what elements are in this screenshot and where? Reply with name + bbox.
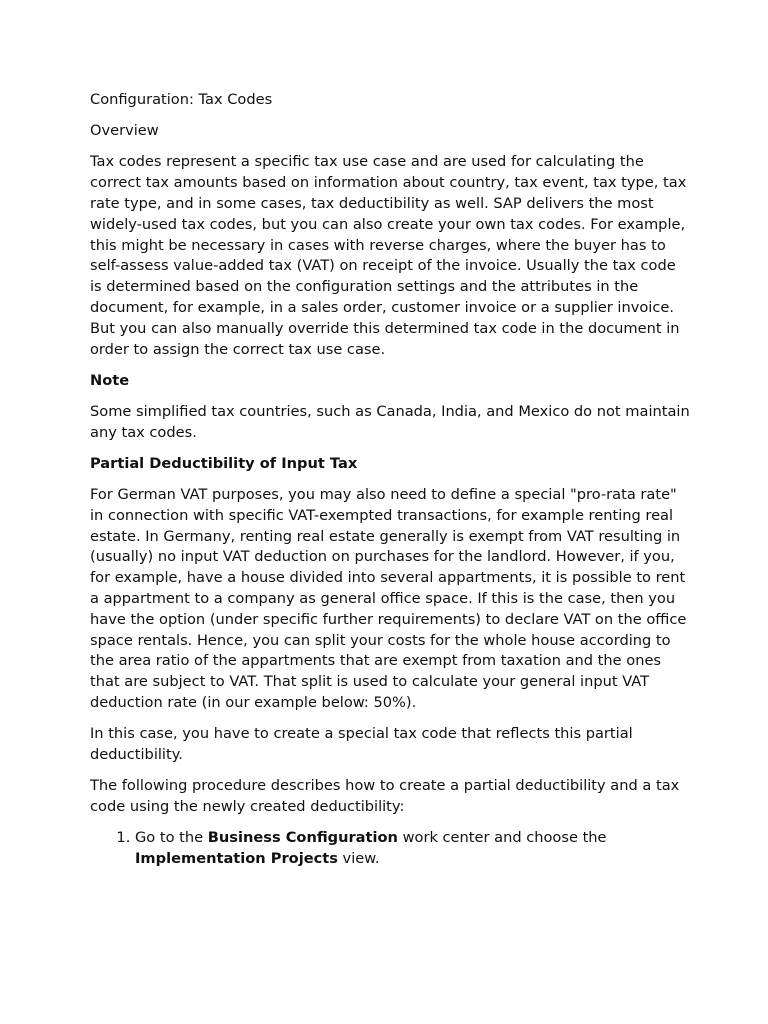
procedure-steps-list (90, 828, 690, 870)
step-text-post: view. (337, 850, 380, 868)
note-paragraph: Some simplified tax countries, such as Canada, India, and Mexico do not maintain any tax codes. (90, 402, 690, 441)
case-paragraph: In this case, you have to create a special tax code that reflects this partial deductibility. (90, 725, 633, 764)
step-text-mid: work center and choose the (397, 829, 607, 847)
step-bold-business-configuration: Business Configuration (207, 829, 398, 847)
document-title: Configuration: Tax Codes (90, 91, 273, 108)
partial-deductibility-paragraph: For German VAT purposes, you may also need to define a special "pro-rata rate" in connection with specific VAT-exempted transactions, for example renting real estate. In Germany, renting real estate generally is exempt from VAT resulting in (usually) no input VAT deduction on purchases for the landlord. However, if you, for example, have a house divided into several appartments, it is possible to rent a appartment to a company as general office space. If this is the case, then you have the option (under specific further requirements) to declare VAT on the office space rentals. Hence, you can split your costs for the whole house according to the area ratio of the appartments that are exempt from taxation and the ones that are subject to VAT. That split is used to calculate your general input VAT deduction rate (in our example below: 50%). (90, 486, 687, 712)
step-text-pre: Go to the (135, 829, 208, 847)
overview-paragraph: Tax codes represent a specific tax use case and are used for calculating the correct tax amounts based on information about country, tax event, tax type, tax rate type, and in some cases, tax deductibility as well. SAP delivers the most widely-used tax codes, but you can also create your own tax codes. For example, this might be necessary in cases with reverse charges, where the buyer has to self-assess value-added tax (VAT) on receipt of the invoice. Usually the tax code is determined based on the configuration settings and the attributes in the document, for example, in a sales order, customer invoice or a supplier invoice. But you can also manually override this determined tax code in the document in order to assign the correct tax use case. (90, 153, 687, 358)
note-heading: Note (90, 371, 130, 389)
document-page (90, 90, 690, 870)
overview-heading: Overview (90, 122, 159, 140)
procedure-intro-paragraph: The following procedure describes how to create a partial deductibility and a tax code using the newly created deductibility: (90, 777, 680, 816)
step-bold-implementation-projects: Implementation Projects (135, 850, 338, 868)
procedure-step (135, 828, 690, 870)
partial-deductibility-heading: Partial Deductibility of Input Tax (90, 454, 358, 472)
